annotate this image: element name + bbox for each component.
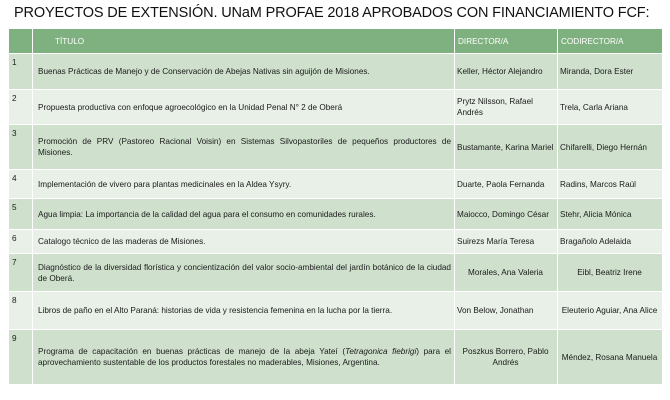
- row-num: 4: [9, 170, 33, 199]
- header-num: [9, 29, 33, 54]
- row-num: 7: [9, 254, 33, 292]
- row-num: 9: [9, 330, 33, 385]
- scientific-name: Tetragonica fiebrigi: [345, 347, 417, 356]
- header-codirector: CODIRECTOR/A: [558, 29, 663, 54]
- header-titulo: TÍTULO: [33, 29, 455, 54]
- row-director: Duarte, Paola Fernanda: [455, 170, 558, 199]
- header-director: DIRECTOR/A: [455, 29, 558, 54]
- projects-table: [8, 28, 663, 385]
- row-codirector: Chifarelli, Diego Hernán: [558, 125, 663, 170]
- row-director: Von Below, Jonathan: [455, 292, 558, 330]
- row-titulo: Buenas Prácticas de Manejo y de Conservación de Abejas Nativas sin aguijón de Misiones.: [33, 54, 455, 90]
- titulo-post: ) para el aprovechamiento sustentable de los productos forestales no maderables, Misiones, Argentina.: [38, 347, 451, 367]
- table-row: [9, 170, 663, 199]
- row-num: 8: [9, 292, 33, 330]
- row-director: Suirezs María Teresa: [455, 230, 558, 254]
- table-row: [9, 254, 663, 292]
- row-titulo: Implementación de vivero para plantas medicinales en la Aldea Ysyry.: [33, 170, 455, 199]
- table-row: [9, 330, 663, 385]
- row-director: Prytz Nilsson, Rafael Andrés: [455, 90, 558, 125]
- row-num: 5: [9, 199, 33, 230]
- table-row: [9, 230, 663, 254]
- row-director: Keller, Héctor Alejandro: [455, 54, 558, 90]
- row-titulo: [33, 330, 455, 385]
- row-num: 3: [9, 125, 33, 170]
- titulo-pre: Programa de capacitación en buenas prácticas de manejo de la abeja Yateí (: [38, 347, 346, 356]
- row-titulo: Libros de paño en el Alto Paraná: historias de vida y resistencia femenina en la lucha por la tierra.: [33, 292, 455, 330]
- row-codirector: Eleuterio Aguiar, Ana Alice: [558, 292, 663, 330]
- row-titulo: Propuesta productiva con enfoque agroecológico en la Unidad Penal N° 2 de Oberá: [33, 90, 455, 125]
- row-director: Bustamante, Karina Mariel: [455, 125, 558, 170]
- row-num: 2: [9, 90, 33, 125]
- row-codirector: Stehr, Alicia Mónica: [558, 199, 663, 230]
- row-titulo: Agua limpia: La importancia de la calidad del agua para el consumo en comunidades rurales.: [33, 199, 455, 230]
- table-row: [9, 199, 663, 230]
- row-codirector: Eibl, Beatriz Irene: [558, 254, 663, 292]
- row-codirector: Radins, Marcos Raúl: [558, 170, 663, 199]
- page-title: PROYECTOS DE EXTENSIÓN. UNaM PROFAE 2018 APROBADOS CON FINANCIAMIENTO FCF:: [14, 5, 650, 21]
- row-titulo: Promoción de PRV (Pastoreo Racional Voisin) en Sistemas Silvopastoriles de pequeños productores de Misiones.: [33, 125, 455, 170]
- table-row: [9, 54, 663, 90]
- row-codirector: Trela, Carla Ariana: [558, 90, 663, 125]
- row-titulo: Diagnóstico de la diversidad florística y concientización del valor socio-ambiental del jardín botánico de la ciudad de Oberá.: [33, 254, 455, 292]
- table-row: [9, 292, 663, 330]
- row-num: 1: [9, 54, 33, 90]
- row-codirector: Méndez, Rosana Manuela: [558, 330, 663, 385]
- row-director: Maiocco, Domingo César: [455, 199, 558, 230]
- row-num: 6: [9, 230, 33, 254]
- row-codirector: Miranda, Dora Ester: [558, 54, 663, 90]
- row-titulo: Catalogo técnico de las maderas de Misiones.: [33, 230, 455, 254]
- table-row: [9, 90, 663, 125]
- row-director: Poszkus Borrero, Pablo Andrés: [455, 330, 558, 385]
- table-header-row: [9, 29, 663, 54]
- row-director: Morales, Ana Valeria: [455, 254, 558, 292]
- table-row: [9, 125, 663, 170]
- row-codirector: Bragañolo Adelaida: [558, 230, 663, 254]
